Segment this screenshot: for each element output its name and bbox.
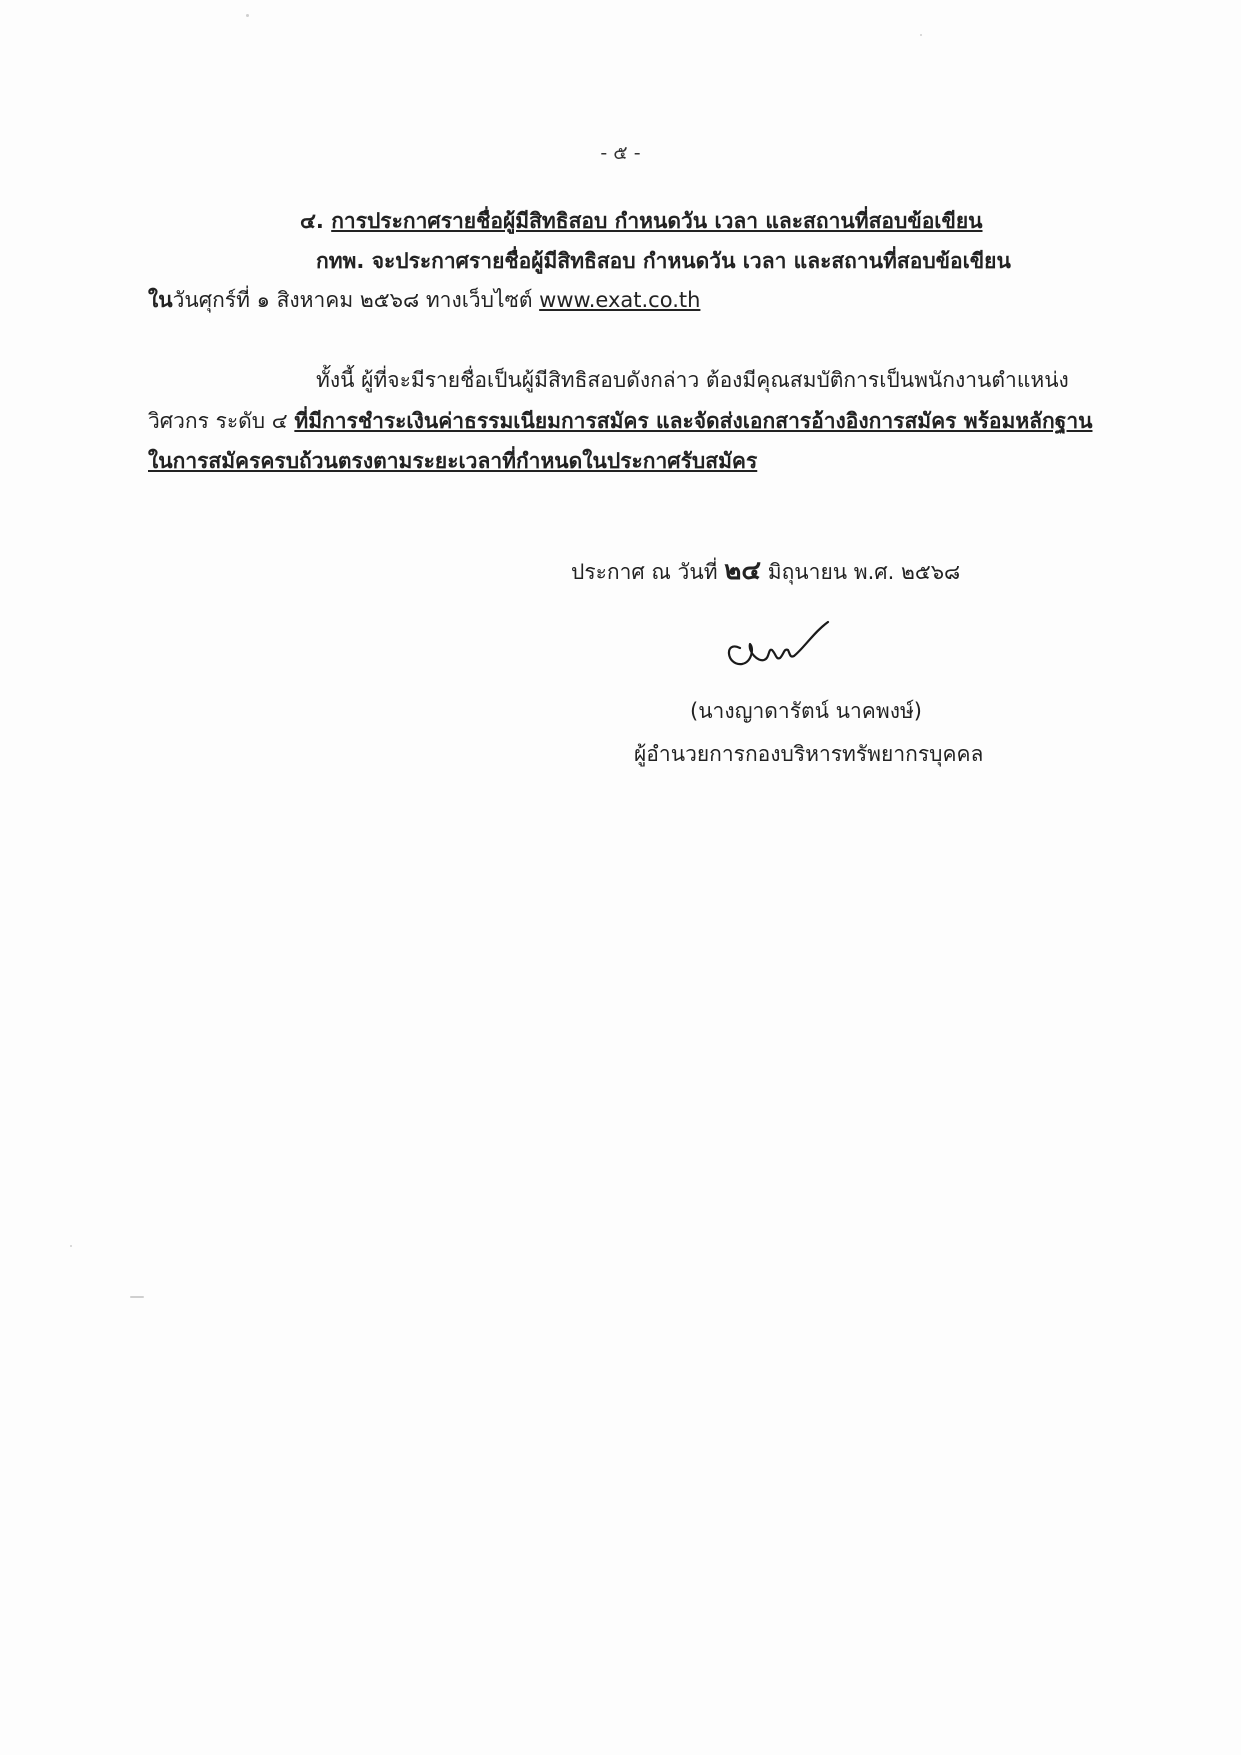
scan-speck [246,14,249,17]
paragraph1-line2 [148,285,700,315]
announcement-date [571,556,960,587]
scan-speck [70,1245,72,1247]
announcement-day: ๒๔ [724,556,762,586]
page-number: - ๕ - [600,142,641,164]
paragraph1-line2-text: วันศุกร์ที่ ๑ สิงหาคม ๒๕๖๘ ทางเว็บไซต์ [172,288,540,312]
paragraph2-line2 [148,406,1092,436]
signature-image [718,618,848,678]
paragraph1-line2-bold: ใน [148,288,173,312]
signer-name: (นางญาดารัตน์ นาคพงษ์) [690,699,922,723]
announcement-suffix: มิถุนายน พ.ศ. ๒๕๖๘ [761,560,961,584]
section-number: ๔. [300,209,324,233]
section-title: การประกาศรายชื่อผู้มีสิทธิสอบ กำหนดวัน เวลา และสถานที่สอบข้อเขียน [331,209,983,233]
paragraph2-line2-emphasis: ที่มีการชำระเงินค่าธรรมเนียมการสมัคร และจัดส่งเอกสารอ้างอิงการสมัคร พร้อมหลักฐาน [294,409,1093,433]
website-link[interactable]: www.exat.co.th [539,288,701,312]
section-heading [300,206,983,236]
scan-speck [920,34,922,36]
paragraph1-line1: กทพ. จะประกาศรายชื่อผู้มีสิทธิสอบ กำหนดวัน เวลา และสถานที่สอบข้อเขียน [316,249,1011,273]
paragraph2-line2-plain: วิศวกร ระดับ ๔ [148,409,295,433]
signer-title: ผู้อำนวยการกองบริหารทรัพยากรบุคคล [634,742,984,766]
paragraph2-line3: ในการสมัครครบถ้วนตรงตามระยะเวลาที่กำหนดในประกาศรับสมัคร [148,449,758,473]
announcement-prefix: ประกาศ ณ วันที่ [571,560,725,584]
paragraph2-line1: ทั้งนี้ ผู้ที่จะมีรายชื่อเป็นผู้มีสิทธิสอบดังกล่าว ต้องมีคุณสมบัติการเป็นพนักงานตำแหน่ง [316,368,1069,392]
scan-speck [130,1296,144,1298]
